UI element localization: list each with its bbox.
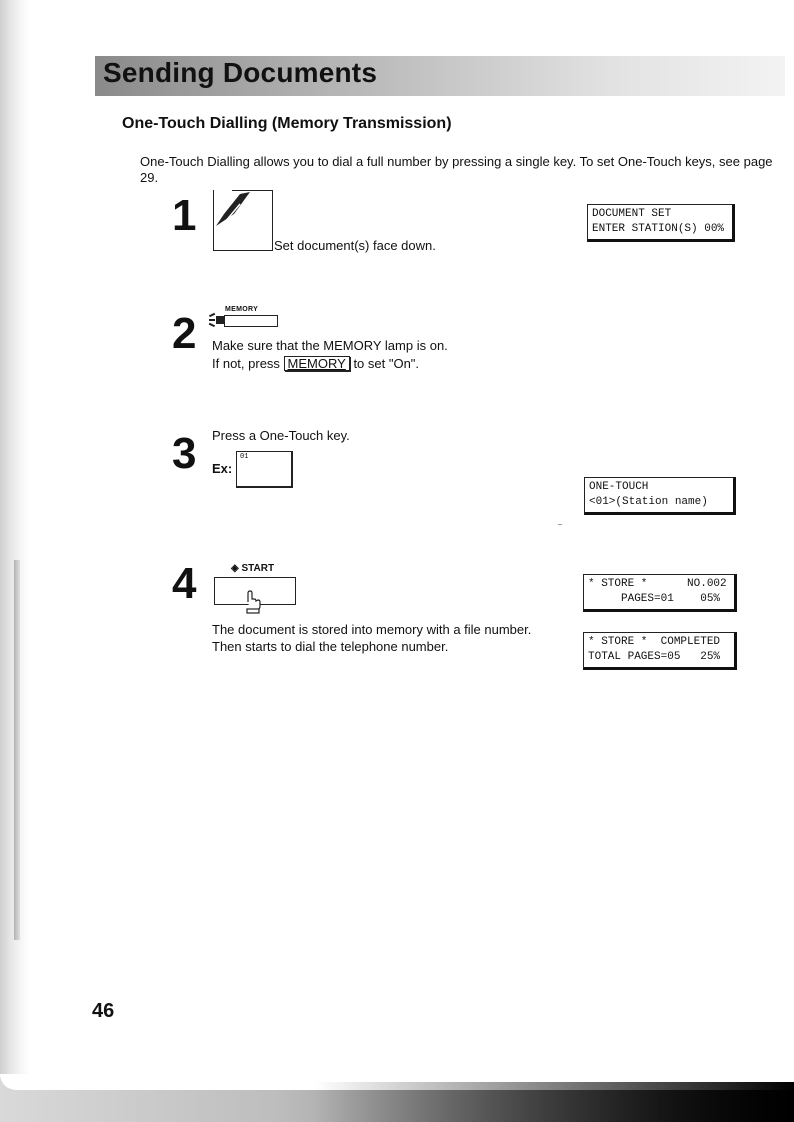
step-4-text-line1: The document is stored into memory with a file number. xyxy=(212,622,532,637)
finger-press-icon xyxy=(240,590,268,614)
one-touch-key-01[interactable] xyxy=(236,451,293,488)
lcd-line: TOTAL PAGES=05 25% xyxy=(588,651,721,663)
step-1-number: 1 xyxy=(172,191,197,240)
memory-key-inline: MEMORY xyxy=(284,356,350,371)
step-3-text: Press a One-Touch key. xyxy=(212,428,350,443)
start-key-label xyxy=(231,563,274,574)
page-scan-edge xyxy=(0,0,30,1122)
lcd-store-progress xyxy=(583,574,737,612)
lcd-line: * STORE * COMPLETED xyxy=(588,636,721,648)
lcd-one-touch xyxy=(584,477,736,515)
lcd-document-set xyxy=(587,204,735,242)
memory-key[interactable] xyxy=(224,315,278,327)
lcd-line: ONE-TOUCH xyxy=(589,481,649,493)
step-2-text-after: to set "On". xyxy=(353,356,420,371)
page-number: 46 xyxy=(92,1000,115,1022)
example-label: Ex: xyxy=(212,461,233,476)
page-bottom-bar xyxy=(0,1074,794,1122)
start-diamond-icon: ◈ xyxy=(231,563,239,574)
step-3-number: 3 xyxy=(172,429,197,478)
lcd-line: PAGES=01 05% xyxy=(588,593,721,605)
section-heading: One-Touch Dialling (Memory Transmission) xyxy=(122,115,452,132)
memory-key-label: MEMORY xyxy=(225,306,259,313)
document-arrow-icon xyxy=(210,190,254,230)
lcd-line: DOCUMENT SET xyxy=(592,208,672,220)
lcd-line: <01>(Station name) xyxy=(589,496,708,508)
step-4-text-line2: Then starts to dial the telephone number. xyxy=(212,639,449,654)
scan-mark xyxy=(558,524,562,525)
one-touch-key-number: 01 xyxy=(240,453,249,461)
step-2-text-before: If not, press xyxy=(212,356,280,371)
lcd-store-completed xyxy=(583,632,737,670)
step-4-number: 4 xyxy=(172,559,197,608)
step-2-number: 2 xyxy=(172,309,197,358)
step-1-text: Set document(s) face down. xyxy=(274,238,436,253)
start-key-text: START xyxy=(241,563,275,574)
lcd-line: ENTER STATION(S) 00% xyxy=(592,223,725,235)
step-2-text-line1: Make sure that the MEMORY lamp is on. xyxy=(212,338,448,353)
intro-paragraph: One-Touch Dialling allows you to dial a full number by pressing a single key. To set One-Touch keys, see page 29. xyxy=(140,154,773,185)
page-title: Sending Documents xyxy=(103,57,378,88)
step-2-text-line2 xyxy=(212,355,419,372)
lcd-line: * STORE * NO.002 xyxy=(588,578,727,590)
